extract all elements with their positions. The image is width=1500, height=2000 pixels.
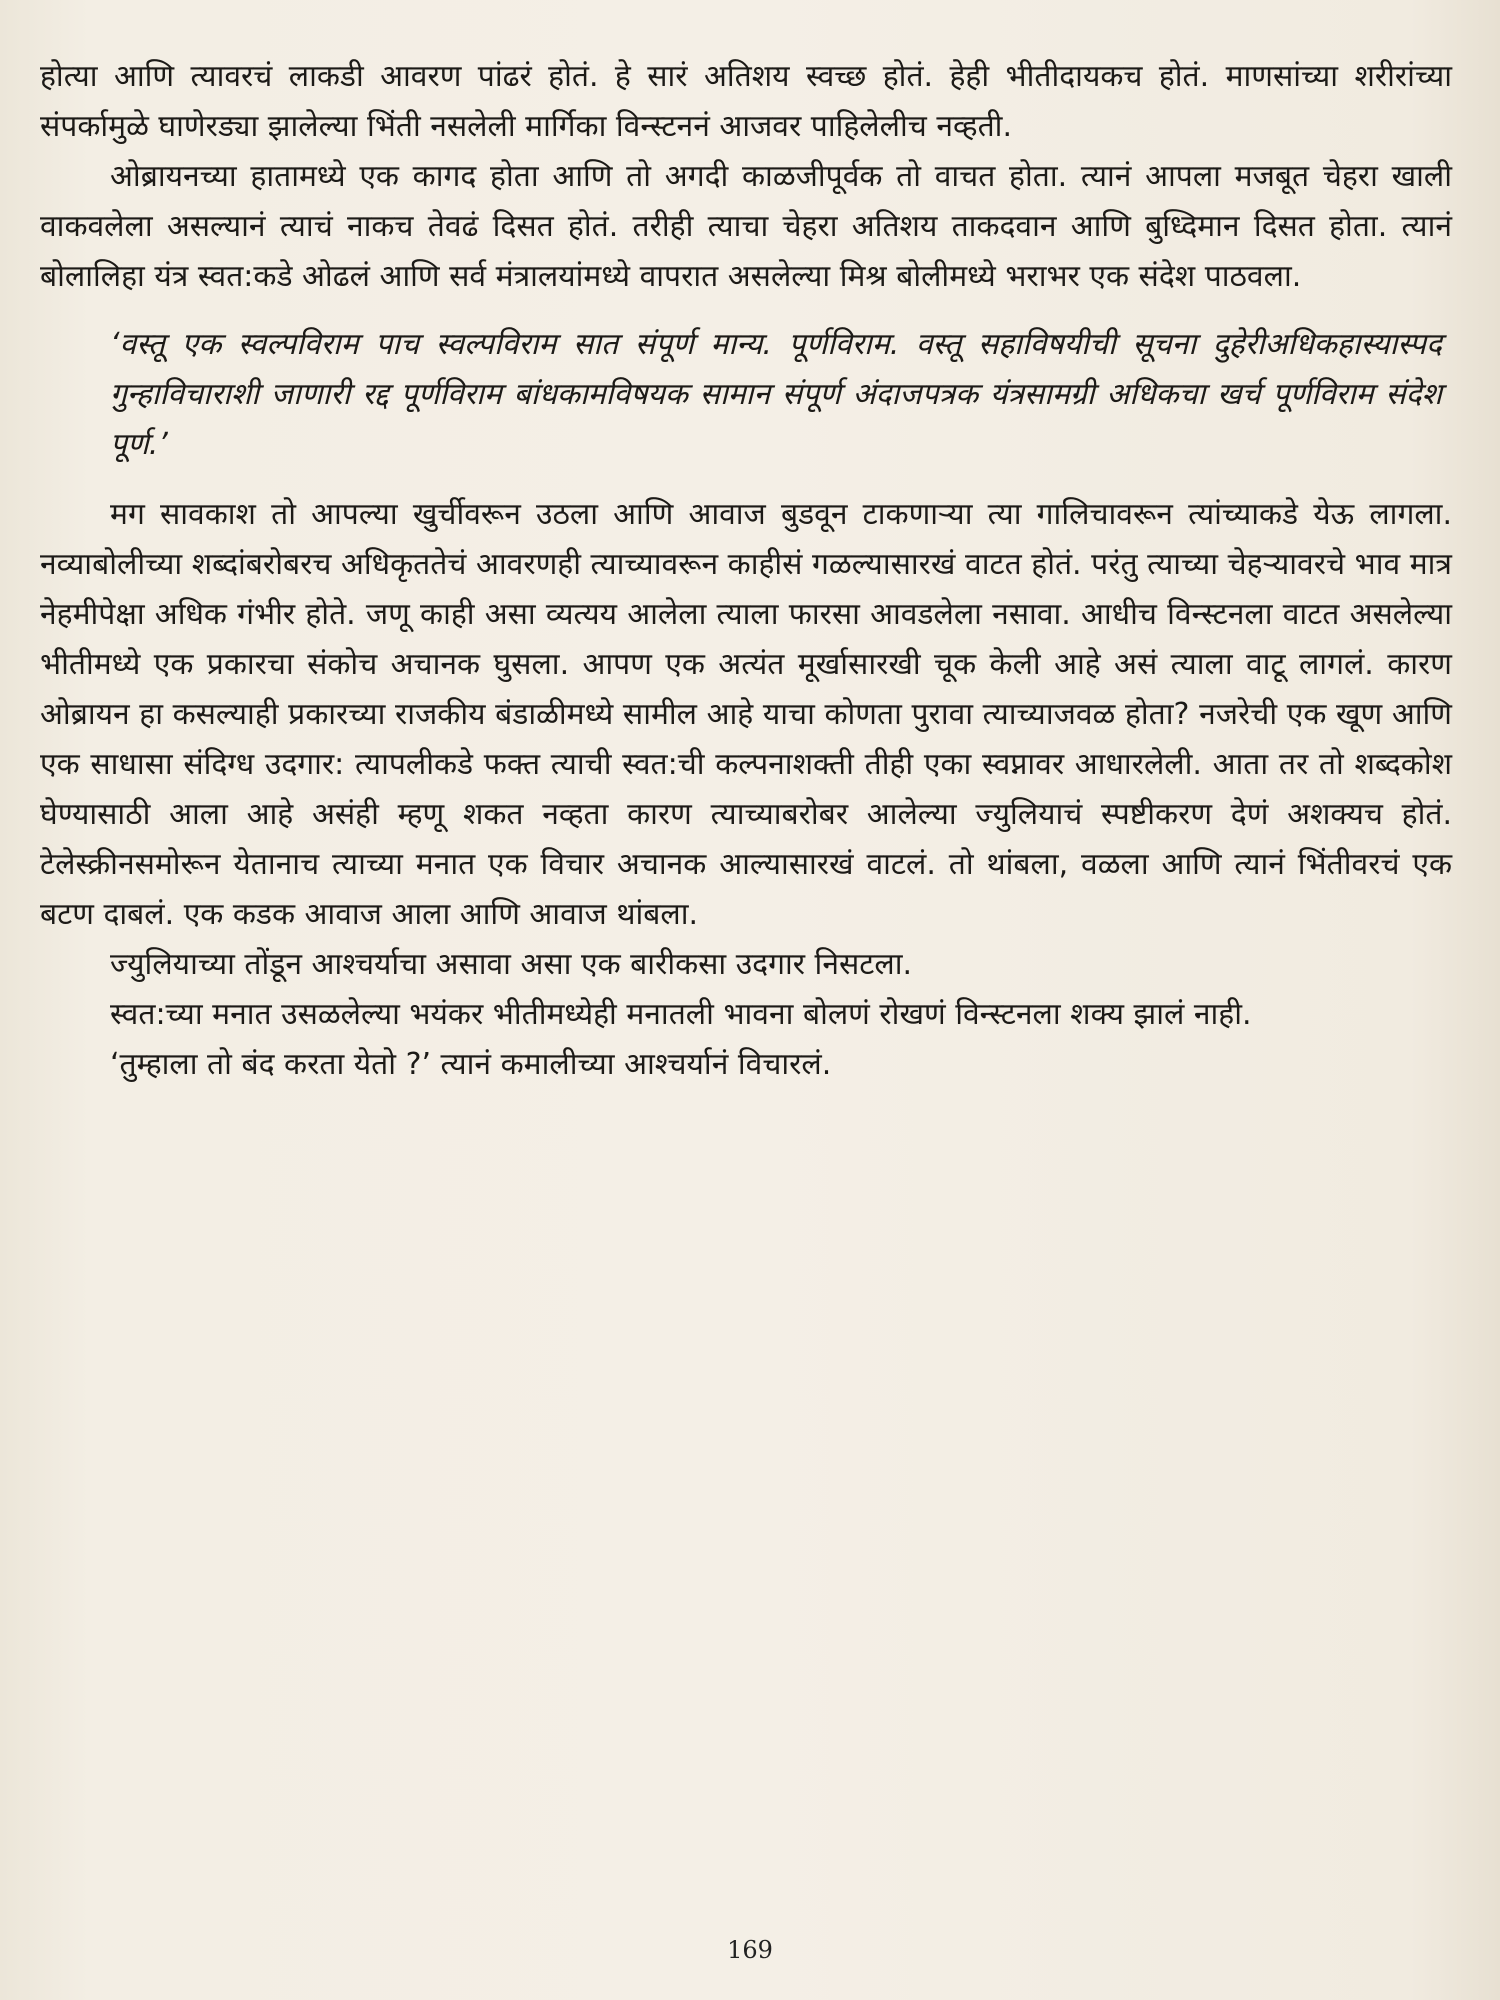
paragraph-winston-fear: स्वत:च्या मनात उसळलेल्या भयंकर भीतीमध्येही मनातली भावना बोलणं रोखणं विन्स्टनला शक्य झालं नाही. [110,997,1252,1032]
paragraph-newspeak-message: ‘वस्तू एक स्वल्पविराम पाच स्वल्पविराम सात संपूर्ण मान्य. पूर्णविराम. वस्तू सहाविषयीची सूचना दुहेरीअधिकहास्यास्पद गुन्हाविचाराशी जाणारी रद्द पूर्णविराम बांधकामविषयक सामान संपूर्ण अंदाजपत्रक यंत्रसामग्री अधिकचा खर्च पूर्णविराम संदेश पूर्ण.’ [110,327,1442,462]
page-number: 169 [727,1936,773,1964]
page-text-block [40,52,1452,1090]
paragraph-obrien-approaches: मग सावकाश तो आपल्या खुर्चीवरून उठला आणि आवाज बुडवून टाकणाऱ्या त्या गालिचावरून त्यांच्याकडे येऊ लागला. नव्याबोलीच्या शब्दांबरोबरच अधिकृततेचं आवरणही त्याच्यावरून काहीसं गळल्यासारखं वाटत होतं. परंतु त्याच्या चेहऱ्यावरचे भाव मात्र नेहमीपेक्षा अधिक गंभीर होते. जणू काही असा व्यत्यय आलेला त्याला फारसा आवडलेला नसावा. आधीच विन्स्टनला वाटत असलेल्या भीतीमध्ये एक प्रकारचा संकोच अचानक घुसला. आपण एक अत्यंत मूर्खासारखी चूक केली आहे असं त्याला वाटू लागलं. कारण ओब्रायन हा कसल्याही प्रकारच्या राजकीय बंडाळीमध्ये सामील आहे याचा कोणता पुरावा त्याच्याजवळ होता? नजरेची एक खूण आणि एक साधासा संदिग्ध उदगार: त्यापलीकडे फक्त त्याची स्वत:ची कल्पनाशक्ती तीही एका स्वप्नावर आधारलेली. आता तर तो शब्दकोश घेण्यासाठी आला आहे असंही म्हणू शकत नव्हता कारण त्याच्याबरोबर आलेल्या ज्युलियाचं स्पष्टीकरण देणं अशक्यच होतं. टेलेस्क्रीनसमोरून येतानाच त्याच्या मनात एक विचार अचानक आल्यासारखं वाटलं. तो थांबला, वळला आणि त्यानं भिंतीवरचं एक बटण दाबलं. एक कडक आवाज आला आणि आवाज थांबला. [40,497,1452,932]
paragraph-continuation: होत्या आणि त्यावरचं लाकडी आवरण पांढरं होतं. हे सारं अतिशय स्वच्छ होतं. हेही भीतीदायकच होतं. माणसांच्या शरीरांच्या संपर्कामुळे घाणेरड्या झालेल्या भिंती नसलेली मार्गिका विन्स्टननं आजवर पाहिलेलीच नव्हती. [40,59,1452,144]
paragraph-dialogue: ‘तुम्हाला तो बंद करता येतो ?’ त्यानं कमालीच्या आश्चर्यानं विचारलं. [110,1047,832,1082]
paragraph-obrien-reading: ओब्रायनच्या हातामध्ये एक कागद होता आणि तो अगदी काळजीपूर्वक तो वाचत होता. त्यानं आपला मजबूत चेहरा खाली वाकवलेला असल्यानं त्याचं नाकच तेवढं दिसत होतं. तरीही त्याचा चेहरा अतिशय ताकदवान आणि बुध्दिमान दिसत होता. त्यानं बोलालिहा यंत्र स्वत:कडे ओढलं आणि सर्व मंत्रालयांमध्ये वापरात असलेल्या मिश्र बोलीमध्ये भराभर एक संदेश पाठवला. [40,159,1452,294]
paragraph-julia-exclaims: ज्युलियाच्या तोंडून आश्चर्याचा असावा असा एक बारीकसा उदगार निसटला. [110,947,913,982]
